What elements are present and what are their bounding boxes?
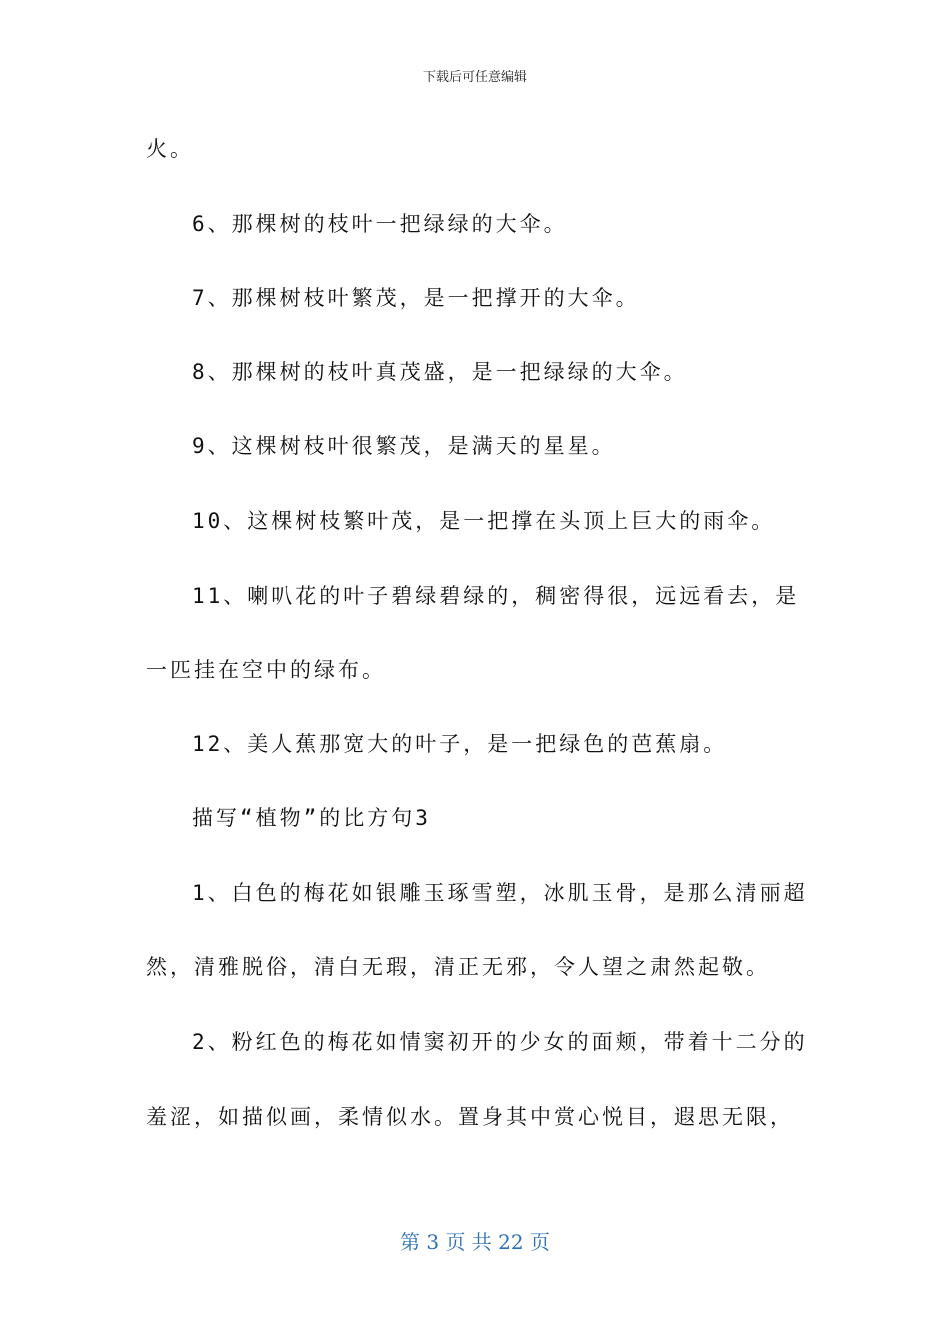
text-line: 10、这棵树枝繁叶茂，是一把撑在头顶上巨大的雨伞。 [192, 509, 776, 533]
text-line: 羞涩，如描似画，柔情似水。置身其中赏心悦目，遐思无限， [146, 1105, 794, 1129]
text-line: 1、白色的梅花如银雕玉琢雪塑，冰肌玉骨，是那么清丽超 [192, 881, 808, 905]
text-line: 7、那棵树枝叶繁茂，是一把撑开的大伞。 [192, 286, 640, 310]
page-number-footer: 第 3 页 共 22 页 [400, 1230, 550, 1254]
page-header: 下载后可任意编辑 [422, 70, 527, 85]
text-line: 12、美人蕉那宽大的叶子，是一把绿色的芭蕉扇。 [192, 732, 728, 756]
text-line: 9、这棵树枝叶很繁茂，是满天的星星。 [192, 434, 616, 458]
text-line: 2、粉红色的梅花如情窦初开的少女的面颊，带着十二分的 [192, 1030, 808, 1054]
text-line: 火。 [146, 137, 194, 161]
text-line: 一匹挂在空中的绿布。 [146, 658, 386, 682]
text-line: 11、喇叭花的叶子碧绿碧绿的，稠密得很，远远看去，是 [192, 584, 800, 608]
text-line: 6、那棵树的枝叶一把绿绿的大伞。 [192, 212, 568, 236]
section-heading: 描写“植物”的比方句3 [192, 806, 431, 830]
text-line: 8、那棵树的枝叶真茂盛，是一把绿绿的大伞。 [192, 360, 688, 384]
text-line: 然，清雅脱俗，清白无瑕，清正无邪，令人望之肃然起敬。 [146, 955, 770, 979]
